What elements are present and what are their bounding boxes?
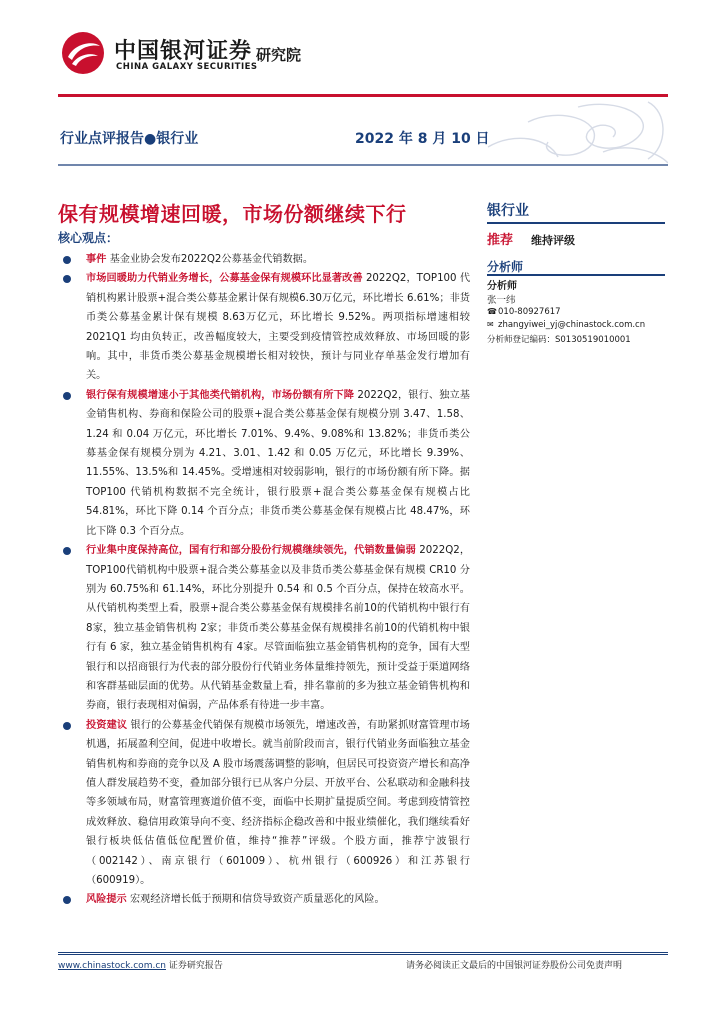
footer-rule-secondary — [58, 954, 668, 955]
bullet-lead: 事件 — [86, 254, 107, 265]
sidebar-industry: 银行业 — [487, 203, 529, 219]
bullet-lead: 风险提示 — [86, 894, 127, 906]
list-item — [58, 890, 470, 909]
bullet-icon — [63, 275, 71, 283]
bullet-text: 基金业协会发布2022Q2公募基金代销数据。 — [106, 254, 314, 265]
rating-badge: 推荐 — [487, 233, 514, 248]
bullet-text: 银行的公募基金代销保有规模市场领先，增速改善，有助紧抓财富管理市场机遇，拓展盈利空间，促进中收增长。就当前阶段而言，银行代销业务面临独立基金销售机构和券商的竞争以及 A 股市场震荡调整的影响，但居民可投资资产增长和高净值人群发展趋势不变，叠加部分银行已从客户分层、开放平台、公私联动和金融科技等多领域布局，财富管理赛道价值不变，面临中长期扩量提质空间。考虑到疫情管控成效释放、稳信用政策导向不变、经济指标企稳改善和中报业绩催化，我们继续看好银行板块低估值低位配置价值，维持“推荐”评级。个股方面，推荐宁波银行（002142）、南京银行（601009）、杭州银行（600926）和江苏银行（600919）。 — [86, 719, 470, 886]
bullet-lead: 行业集中度保持高位，国有行和部分股份行规模继续领先，代销数量偏弱 — [86, 545, 416, 557]
analyst-phone-number: 010-80927617 — [498, 307, 561, 317]
bullet-text: 2022Q2，TOP100 代销机构累计股票+混合类公募基金累计保有规模6.30万亿元，环比增长 6.61%；非货币类公募基金累计保有规模 8.63万亿元，环比增长 9.52%。两项指标增速相较 2021Q1 均由负转正，改善幅度较大，主要受到疫情管控成效释放、市场回暖的影响。其中，非货币类公募基金规模增长相对较快，预计与同业存单基金发行增加有关。 — [86, 273, 471, 382]
analyst-phone — [487, 307, 561, 317]
institute-label: 研究院 — [256, 46, 302, 64]
bullet-icon — [63, 722, 71, 730]
mail-icon: ✉ — [487, 320, 494, 329]
footer-site — [58, 958, 223, 971]
analyst-rule — [487, 274, 665, 276]
list-item — [58, 386, 470, 541]
analyst-email — [487, 320, 645, 330]
footer-rule — [58, 952, 668, 953]
analyst-name: 张一纬 — [487, 295, 516, 306]
bullet-icon — [63, 256, 71, 264]
brand-name-cn: 中国银河证券 — [114, 39, 253, 64]
list-item — [58, 716, 470, 891]
bullet-icon — [63, 547, 71, 555]
sidebar-rule — [487, 222, 665, 224]
bullet-lead: 投资建议 — [86, 719, 128, 731]
footer-disclaimer: 请务必阅读正文最后的中国银河证券股份公司免责声明 — [406, 961, 623, 971]
phone-icon: ☎ — [487, 307, 497, 316]
analyst-label: 分析师 — [487, 281, 517, 292]
footer-site-suffix: 证券研究报告 — [165, 961, 223, 971]
rating-note: 维持评级 — [531, 234, 575, 247]
bullet-text: 宏观经济增长低于预期和信贷导致资产质量恶化的风险。 — [126, 894, 385, 906]
analyst-email-address[interactable]: zhangyiwei_yj@chinastock.com.cn — [498, 320, 646, 330]
bullet-icon — [63, 392, 71, 400]
bullet-text: 2022Q2，TOP100代销机构中股票+混合类公募基金以及非货币类公募基金保有规模 CR10 分别为 60.75%和 61.14%，环比分别提升 0.54 和 0.5 个百分点，保持在较高水平。从代销机构类型上看，股票+混合类公募基金保有规模排名前10的代销机构中银行有8家，独立基金销售机构 2家；非货币类公募基金保有规模排名前10的代销机构中银行有 6 家，独立基金销售机构有 4家。尽管面临独立基金销售机构的竞争，国有大型银行和以招商银行为代表的部分股份行代销业务体量维持领先，预计受益于渠道网络和客群基础层面的优势。从代销基金数量上看，排名靠前的多为独立基金销售机构和券商，银行表现相对偏弱，产品体系有待进一步丰富。 — [86, 545, 471, 712]
website-link[interactable]: www.chinastock.com.cn — [58, 961, 166, 971]
core-views-label: 核心观点： — [58, 231, 119, 245]
analyst-heading: 分析师 — [487, 260, 524, 274]
bullet-icon — [63, 896, 71, 904]
brand-name-en: CHINA GALAXY SECURITIES — [116, 62, 258, 72]
bullet-text: 2022Q2，银行、独立基金销售机构、券商和保险公司的股票+混合类公募基金保有规模分别 3.47、1.58、1.24 和 0.04 万亿元，环比增长 7.01%、9.4%、9.08%和 13.82%；非货币类公募基金保有规模分别为 4.21、3.01、1.42 和 0.05 万亿元，环比增长 9.39%、11.55%、13.5%和 14.45%。受增速相对较弱影响，银行的市场份额有所下降。据 TOP100 代销机构数据不完全统计，银行股票+混合类公募基金保有规模占比54.81%，环比下降 0.14 个百分点；非货币类公募基金保有规模占比 48.47%，环比下降 0.3 个百分点。 — [86, 389, 470, 537]
galaxy-logo-icon — [60, 30, 106, 76]
bullet-lead: 银行保有规模增速小于其他类代销机构，市场份额有所下降 — [86, 389, 355, 401]
list-item — [58, 250, 470, 269]
report-title: 保有规模增速回暖，市场份额继续下行 — [58, 202, 407, 226]
analyst-cert: 分析师登记编码：S0130519010001 — [487, 335, 631, 345]
report-date: 2022 年 8 月 10 日 — [355, 131, 490, 147]
report-type: 行业点评报告●银行业 — [60, 131, 199, 147]
bullet-lead: 市场回暖助力代销业务增长，公募基金保有规模环比显著改善 — [86, 273, 363, 285]
core-views-list — [58, 250, 470, 910]
list-item — [58, 269, 470, 385]
list-item — [58, 541, 470, 716]
